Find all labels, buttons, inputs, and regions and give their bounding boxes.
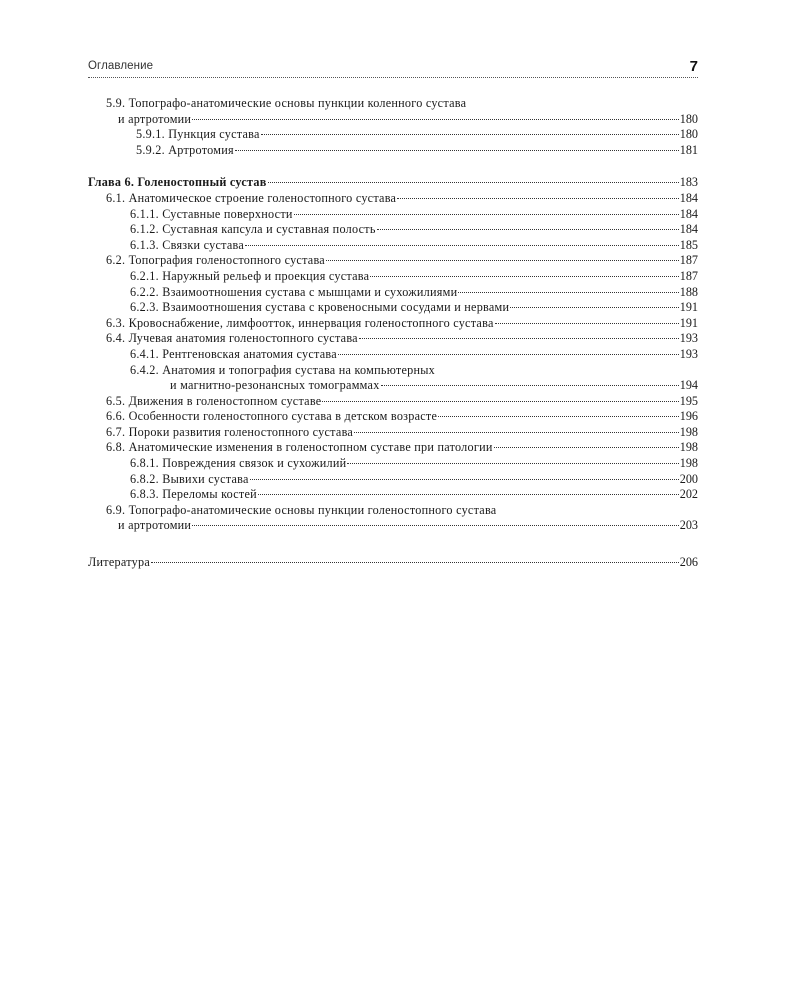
toc-entry-6-2-2[interactable]: [88, 285, 698, 301]
toc-entry-title: 6.2.2. Взаимоотношения сустава с мышцами и сухожилиями: [130, 284, 458, 299]
running-header: [88, 58, 698, 80]
toc-entry-title: 6.8.2. Вывихи сустава: [130, 471, 249, 486]
toc-entry-title: 6.9. Топографо-анатомические основы пункции голеностопного сустава: [106, 502, 497, 517]
toc-entry-6-7[interactable]: [88, 425, 698, 441]
toc-entry-title: 6.1.1. Суставные поверхности: [130, 206, 293, 221]
toc-entry-6-1-3[interactable]: [88, 238, 698, 254]
dot-leader: [397, 198, 679, 199]
table-of-contents: [88, 96, 698, 571]
toc-entry-6-4-2[interactable]: [88, 363, 698, 379]
dot-leader: [235, 150, 679, 151]
toc-page-number: 206: [679, 555, 698, 570]
toc-entry-title: и артротомии: [118, 518, 192, 533]
toc-page-number: 203: [679, 518, 698, 533]
toc-entry-5-9-1[interactable]: [88, 127, 698, 143]
toc-entry-chapter-6[interactable]: [88, 175, 698, 191]
toc-entry-6-8-2[interactable]: [88, 472, 698, 488]
toc-entry-6-1-1[interactable]: [88, 207, 698, 223]
toc-page-number: 183: [679, 175, 698, 190]
toc-entry-6-1-2[interactable]: [88, 222, 698, 238]
toc-entry-6-2[interactable]: [88, 253, 698, 269]
toc-page-number: 187: [679, 268, 698, 283]
toc-page-number: 188: [679, 284, 698, 299]
header-dotted-rule: [88, 77, 698, 78]
dot-leader: [377, 229, 679, 230]
toc-entry-title: 6.5. Движения в голеностопном суставе: [106, 393, 322, 408]
toc-page-number: 196: [679, 409, 698, 424]
toc-page-number: 184: [679, 190, 698, 205]
toc-page-number: 181: [679, 142, 698, 157]
toc-entry-title: и артротомии: [118, 111, 192, 126]
toc-entry-5-9-continuation[interactable]: [88, 112, 698, 128]
toc-entry-title: 6.7. Пороки развития голеностопного сустава: [106, 424, 354, 439]
dot-leader: [245, 245, 679, 246]
header-title: Оглавление: [88, 60, 154, 72]
toc-page-number: 200: [679, 471, 698, 486]
section-gap: [88, 158, 698, 175]
toc-entry-title: 6.8. Анатомические изменения в голеностопном суставе при патологии: [106, 440, 493, 455]
toc-entry-6-8-3[interactable]: [88, 487, 698, 503]
toc-page-number: 198: [679, 424, 698, 439]
dot-leader: [192, 119, 679, 120]
toc-entry-title: 6.1.2. Суставная капсула и суставная полость: [130, 222, 376, 237]
dot-leader: [458, 292, 678, 293]
toc-entry-6-4-2-continuation[interactable]: [88, 378, 698, 394]
toc-entry-title: 6.1. Анатомическое строение голеностопного сустава: [106, 190, 397, 205]
toc-entry-6-5[interactable]: [88, 394, 698, 410]
dot-leader: [326, 260, 679, 261]
dot-leader: [261, 134, 679, 135]
page-number: 7: [689, 58, 698, 75]
toc-entry-6-9[interactable]: [88, 503, 698, 519]
toc-page-number: 191: [679, 300, 698, 315]
toc-page-number: 185: [679, 237, 698, 252]
toc-entry-title: Литература: [88, 555, 150, 570]
toc-page-number: 198: [679, 440, 698, 455]
dot-leader: [495, 323, 679, 324]
toc-page-number: 193: [679, 331, 698, 346]
dot-leader: [192, 525, 679, 526]
toc-entry-title: 6.2.3. Взаимоотношения сустава с кровеносными сосудами и нервами: [130, 300, 510, 315]
dot-leader: [338, 354, 679, 355]
toc-entry-6-2-1[interactable]: [88, 269, 698, 285]
dot-leader: [322, 401, 678, 402]
dot-leader: [354, 432, 679, 433]
toc-entry-title: 5.9. Топографо-анатомические основы пункции коленного сустава: [106, 96, 467, 110]
toc-page-number: 180: [679, 111, 698, 126]
dot-leader: [359, 338, 679, 339]
toc-page-number: 198: [679, 456, 698, 471]
toc-page-number: 194: [679, 378, 698, 393]
dot-leader: [151, 562, 679, 563]
toc-entry-title: 6.2. Топография голеностопного сустава: [106, 253, 325, 268]
toc-entry-6-2-3[interactable]: [88, 300, 698, 316]
toc-entry-6-8[interactable]: [88, 440, 698, 456]
dot-leader: [268, 182, 679, 183]
dot-leader: [294, 214, 679, 215]
toc-entry-title: 5.9.1. Пункция сустава: [136, 127, 260, 142]
dot-leader: [250, 479, 679, 480]
toc-entry-title: и магнитно-резонансных томограммах: [170, 378, 380, 393]
toc-page-number: 202: [679, 487, 698, 502]
toc-entry-5-9[interactable]: [88, 96, 698, 112]
dot-leader: [381, 385, 679, 386]
toc-entry-6-3[interactable]: [88, 316, 698, 332]
toc-entry-6-9-continuation[interactable]: [88, 518, 698, 534]
toc-entry-5-9-2[interactable]: [88, 143, 698, 159]
dot-leader: [510, 307, 678, 308]
toc-entry-title: 6.4.1. Рентгеновская анатомия сустава: [130, 346, 337, 361]
dot-leader: [370, 276, 678, 277]
toc-page-number: 195: [679, 393, 698, 408]
toc-entry-6-4[interactable]: [88, 331, 698, 347]
dot-leader: [258, 494, 679, 495]
dot-leader: [438, 416, 679, 417]
toc-page-number: 184: [679, 222, 698, 237]
toc-entry-6-6[interactable]: [88, 409, 698, 425]
toc-entry-literature[interactable]: [88, 555, 698, 571]
toc-entry-title: 6.8.1. Повреждения связок и сухожилий: [130, 456, 347, 471]
toc-page-number: 191: [679, 315, 698, 330]
toc-entry-title: 6.8.3. Переломы костей: [130, 487, 257, 502]
section-gap: [88, 534, 698, 555]
dot-leader: [347, 463, 678, 464]
toc-entry-6-1[interactable]: [88, 191, 698, 207]
toc-entry-title: 5.9.2. Артротомия: [136, 142, 234, 157]
toc-entry-title: 6.4. Лучевая анатомия голеностопного сустава: [106, 331, 358, 346]
toc-entry-title: 6.2.1. Наружный рельеф и проекция сустава: [130, 268, 370, 283]
toc-entry-title: 6.4.2. Анатомия и топография сустава на компьютерных: [130, 362, 436, 377]
toc-chapter-title: Глава 6. Голеностопный сустав: [88, 175, 267, 190]
toc-entry-6-8-1[interactable]: [88, 456, 698, 472]
toc-entry-title: 6.1.3. Связки сустава: [130, 237, 244, 252]
dot-leader: [494, 447, 679, 448]
toc-entry-title: 6.6. Особенности голеностопного сустава в детском возрасте: [106, 409, 438, 424]
toc-entry-title: 6.3. Кровоснабжение, лимфоотток, иннервация голеностопного сустава: [106, 315, 494, 330]
toc-page-number: 184: [679, 206, 698, 221]
toc-page-number: 193: [679, 346, 698, 361]
toc-page-number: 180: [679, 127, 698, 142]
toc-page-number: 187: [679, 253, 698, 268]
toc-entry-6-4-1[interactable]: [88, 347, 698, 363]
